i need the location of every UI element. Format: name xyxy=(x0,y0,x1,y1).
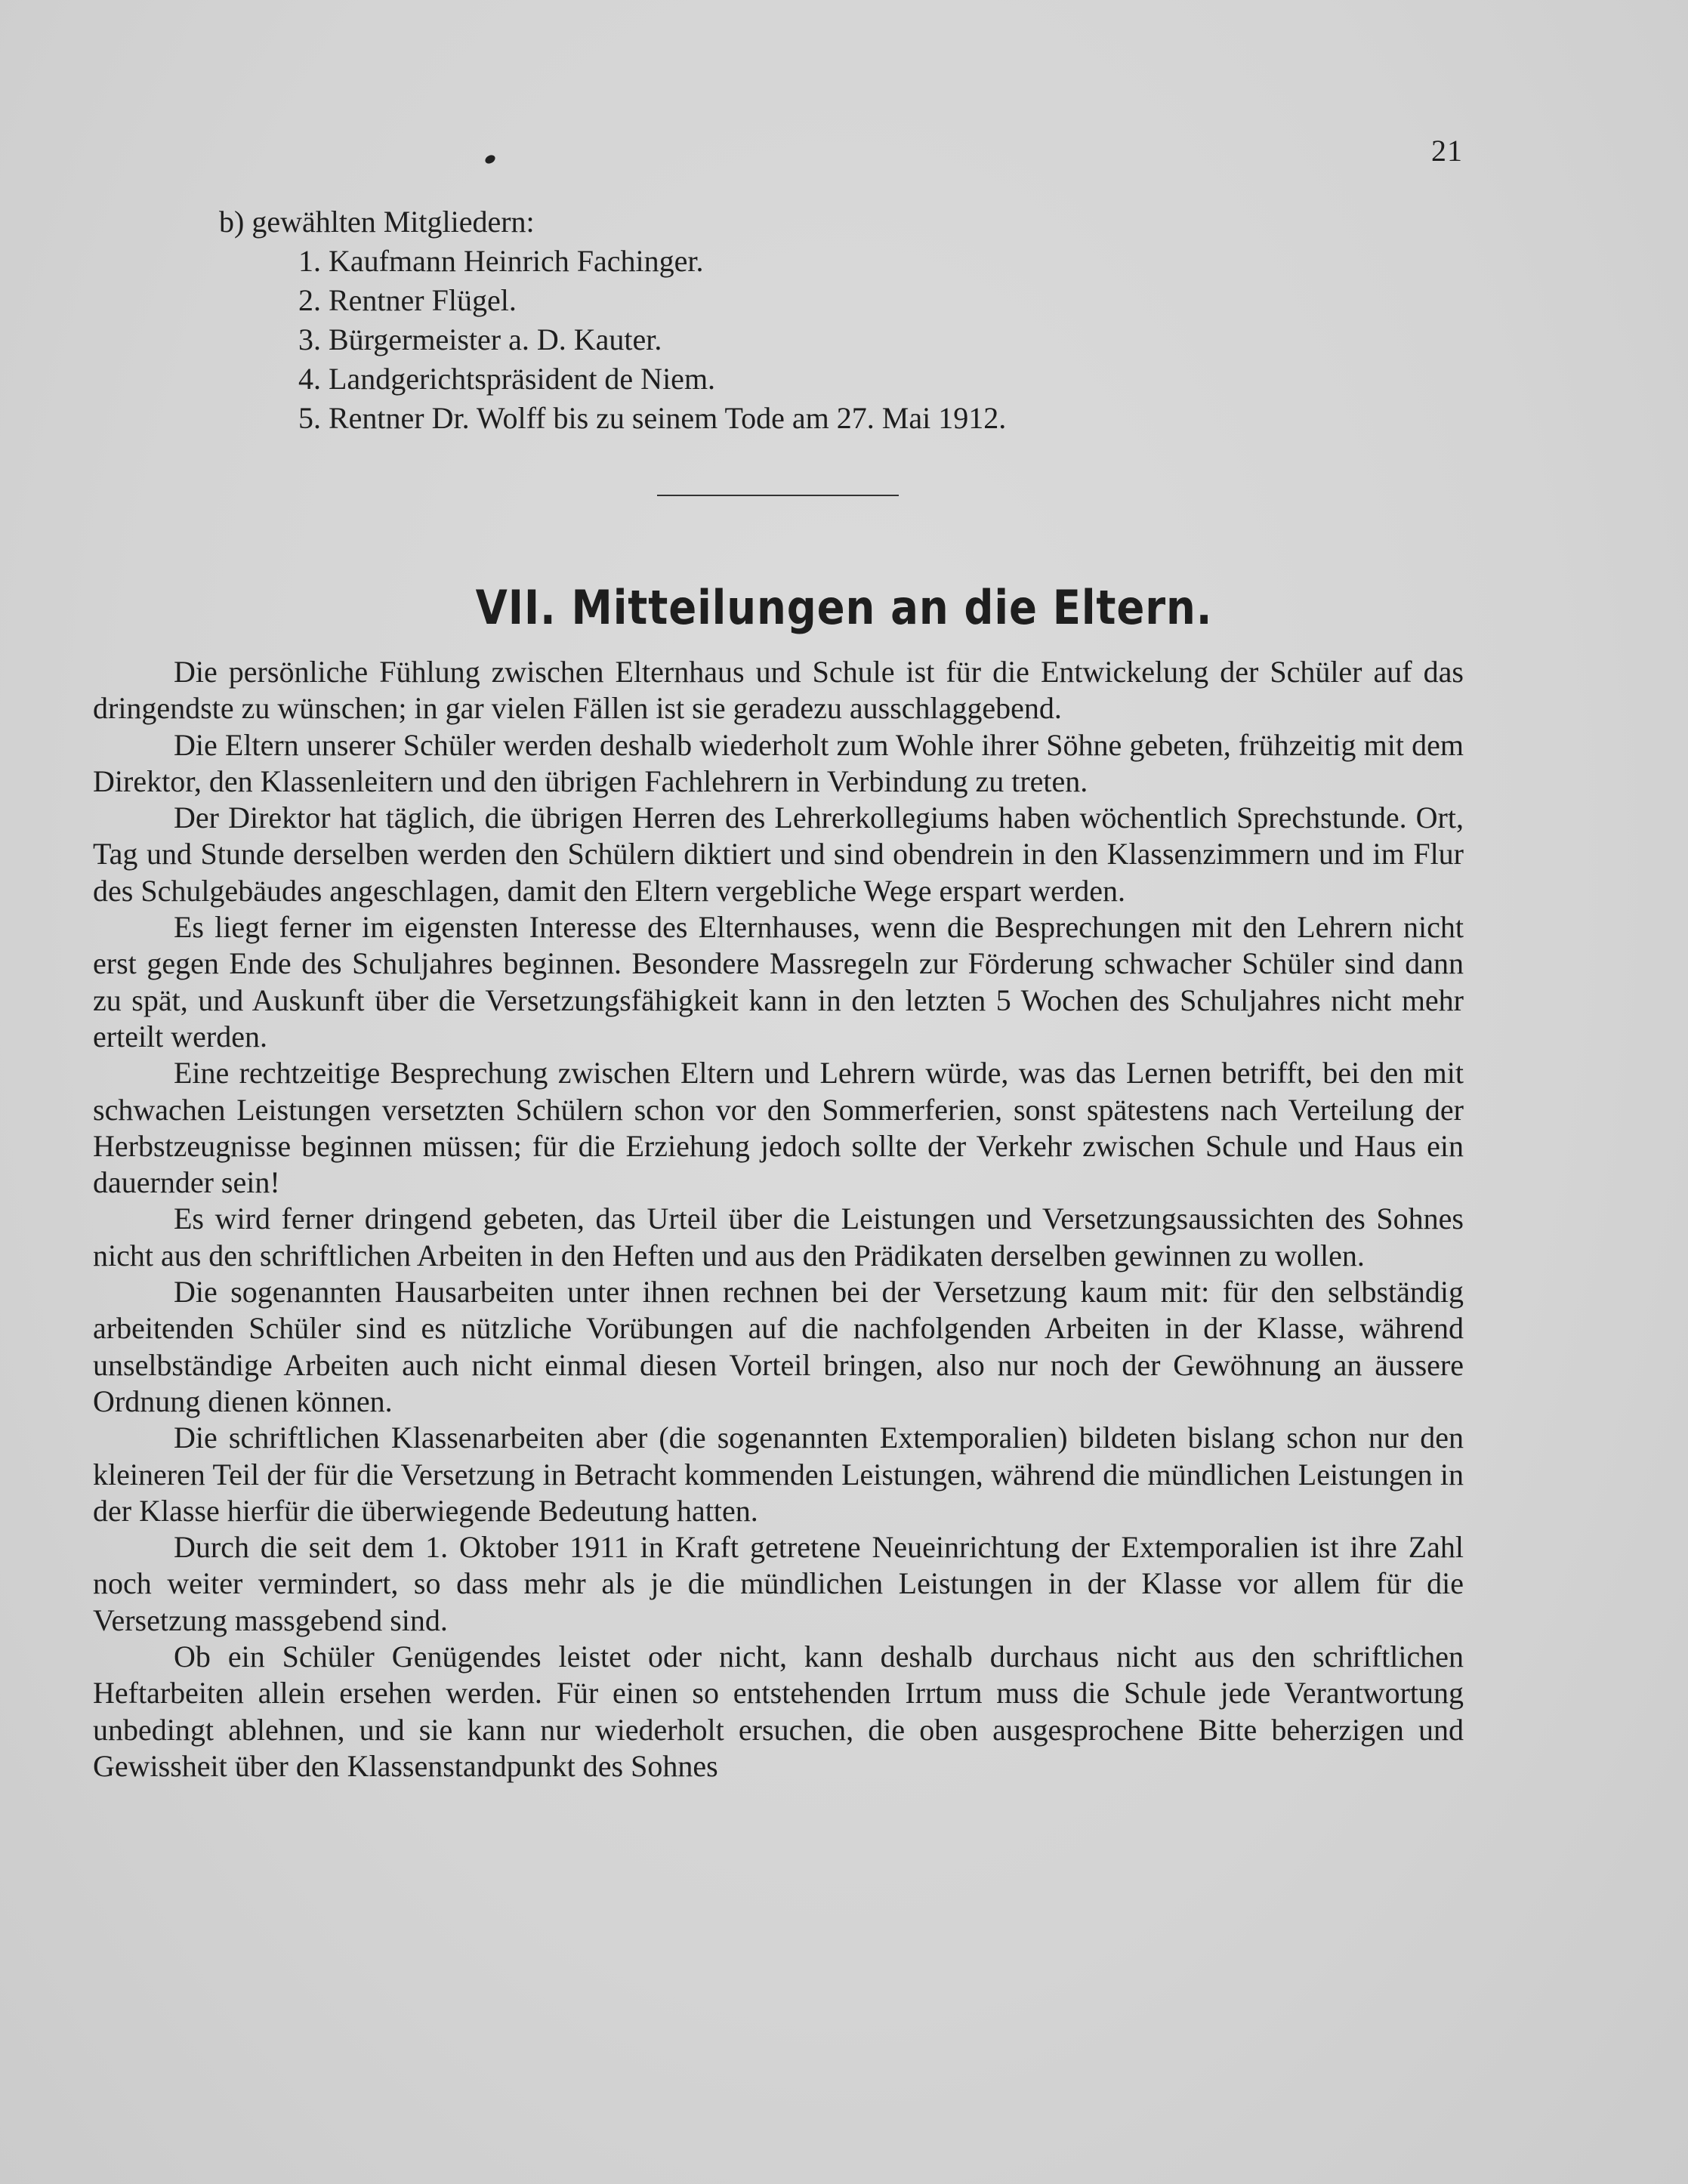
paragraph: Der Direktor hat täglich, die übrigen Herren des Lehrerkollegiums haben wöchentlich Sprechstunde. Ort, Tag und Stunde derselben werden den Schülern diktiert und sind obendrein in den Klassenzimmern und im Flur des Schulgebäudes angeschlagen, damit den Eltern vergebliche Wege erspart werden. xyxy=(93,800,1464,908)
section-title: VII. Mitteilungen an die Eltern. xyxy=(475,580,1213,635)
paragraph: Die Eltern unserer Schüler werden deshalb wiederholt zum Wohle ihrer Söhne gebeten, frühzeitig mit dem Direktor, den Klassenleitern und den übrigen Fachlehrern in Verbindung zu treten. xyxy=(93,727,1464,798)
member-item: 5. Rentner Dr. Wolff bis zu seinem Tode am 27. Mai 1912. xyxy=(298,401,1007,435)
paragraph: Die schriftlichen Klassenarbeiten aber (die sogenannten Extemporalien) bildeten bislang schon nur den kleineren Teil der für die Versetzung in Betracht kommenden Leistungen, während die mündlichen Leistungen in der Klasse hierfür die überwiegende Bedeutung hatten. xyxy=(93,1421,1464,1528)
member-item: 4. Landgerichtspräsident de Niem. xyxy=(298,362,716,396)
section-divider xyxy=(657,495,899,496)
paragraph: Die sogenannten Hausarbeiten unter ihnen rechnen bei der Versetzung kaum mit: für den selbständig arbeitenden Schüler sind es nützliche Vorübungen auf die nachfolgenden Arbeiten in der Klasse, während unselbständige Arbeiten auch nicht einmal diesen Vorteil bringen, also nur noch der Gewöhnung an äussere Ordnung dienen können. xyxy=(93,1275,1464,1418)
paragraph: Die persönliche Fühlung zwischen Elternhaus und Schule ist für die Entwickelung der Schüler auf das dringendste zu wünschen; in gar vielen Fällen ist sie geradezu ausschlaggebend. xyxy=(93,655,1464,726)
member-item: 3. Bürgermeister a. D. Kauter. xyxy=(298,322,662,356)
member-item: 2. Rentner Flügel. xyxy=(298,283,517,317)
ink-spot xyxy=(483,153,496,165)
paragraph: Durch die seit dem 1. Oktober 1911 in Kraft getretene Neueinrichtung der Extemporalien ist ihre Zahl noch weiter vermindert, so dass mehr als je die mündlichen Leistungen in der Klasse vor allem für die Versetzung massgebend sind. xyxy=(93,1530,1464,1637)
members-list xyxy=(219,242,1006,438)
elected-members-block xyxy=(219,202,1006,438)
paragraph: Ob ein Schüler Genügendes leistet oder nicht, kann deshalb durchaus nicht aus den schriftlichen Heftarbeiten allein ersehen werden. Für einen so entstehenden Irrtum muss die Schule jede Verantwortung unbedingt ablehnen, und sie kann nur wiederholt ersuchen, die oben ausgesprochene Bitte beherzigen und Gewissheit über den Klassenstandpunkt des Sohnes xyxy=(93,1640,1464,1783)
members-heading: b) gewählten Mitgliedern: xyxy=(219,205,535,239)
paragraph: Es liegt ferner im eigensten Interesse des Elternhauses, wenn die Besprechungen mit den Lehrern nicht erst gegen Ende des Schuljahres beginnen. Besondere Massregeln zur Förderung schwacher Schüler sind dann zu spät, und Auskunft über die Versetzungsfähigkeit kann in den letzten 5 Wochen des Schuljahres nicht mehr erteilt werden. xyxy=(93,910,1464,1053)
page-number: 21 xyxy=(1431,134,1463,168)
paragraph: Eine rechtzeitige Besprechung zwischen Eltern und Lehrern würde, was das Lernen betrifft, bei den mit schwachen Leistungen versetzten Schülern schon vor den Sommerferien, sonst spätestens nach Verteilung der Herbstzeugnisse beginnen müssen; für die Erziehung jedoch sollte der Verkehr zwischen Schule und Haus ein dauernder sein! xyxy=(93,1056,1464,1200)
paragraph: Es wird ferner dringend gebeten, das Urteil über die Leistungen und Versetzungsaussichten des Sohnes nicht aus den schriftlichen Arbeiten in den Heften und aus den Prädikaten derselben gewinnen zu wollen. xyxy=(93,1202,1464,1272)
section-body xyxy=(93,654,1464,1785)
member-item: 1. Kaufmann Heinrich Fachinger. xyxy=(298,244,704,278)
